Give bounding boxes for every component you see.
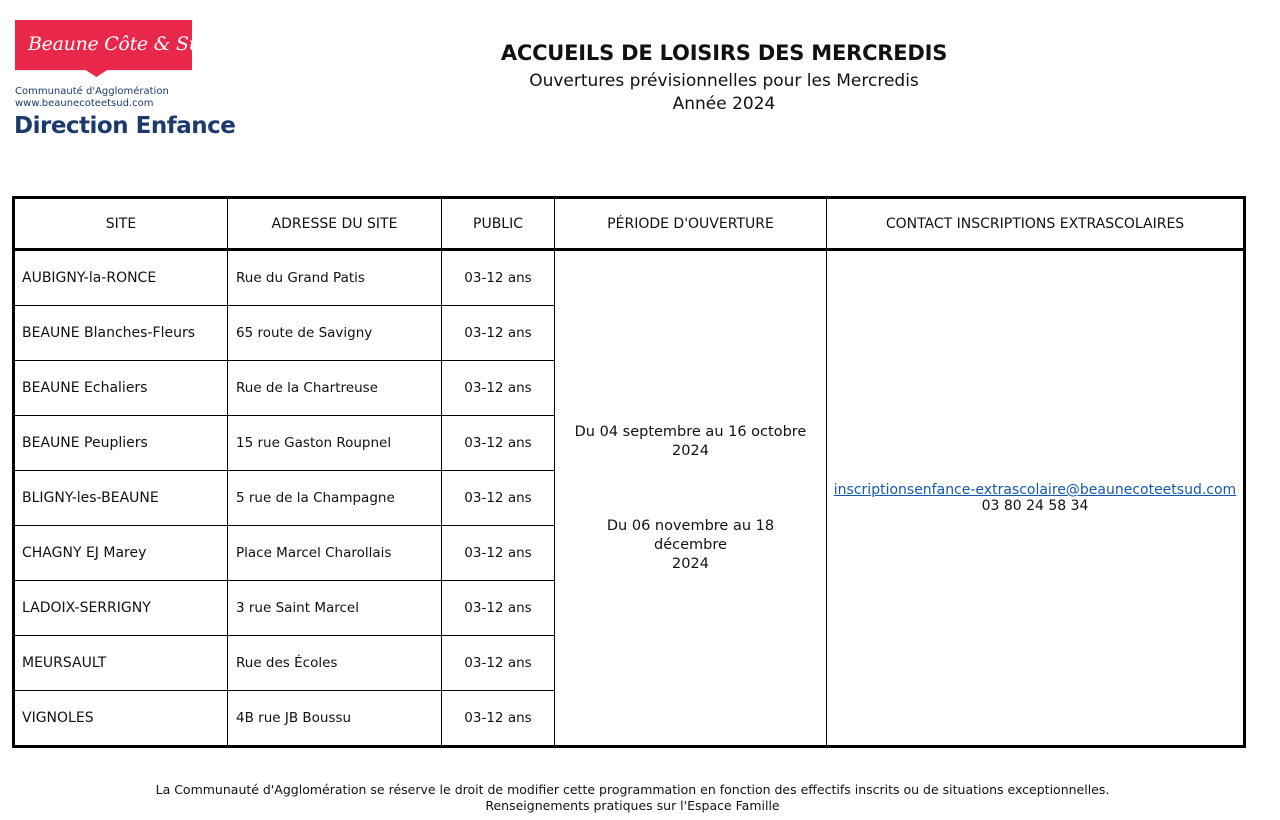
- public-cell: 03-12 ans: [442, 306, 555, 361]
- page-year: Année 2024: [672, 94, 776, 114]
- footer-disclaimer: La Communauté d'Agglomération se réserve le droit de modifier cette programmation en fonction des effectifs inscrits ou de situations exceptionnelles.: [155, 782, 1110, 797]
- public-cell: 03-12 ans: [442, 250, 555, 306]
- address-cell: 4B rue JB Boussu: [228, 691, 442, 747]
- footer-info: Renseignements pratiques sur l'Espace Famille: [485, 798, 780, 813]
- site-cell: CHAGNY EJ Marey: [14, 526, 228, 581]
- address-cell: Rue de la Chartreuse: [228, 361, 442, 416]
- public-cell: 03-12 ans: [442, 416, 555, 471]
- page-subtitle: Ouvertures prévisionnelles pour les Mercredis: [529, 71, 919, 91]
- schedule-table: [12, 196, 1246, 748]
- contact-cell: [827, 250, 1245, 747]
- public-cell: 03-12 ans: [442, 691, 555, 747]
- logo-subtitle: Communauté d'Agglomération: [15, 86, 169, 97]
- public-cell: 03-12 ans: [442, 471, 555, 526]
- brand-logo-text: Beaune Côte & Sud: [28, 33, 213, 55]
- contact-email-link[interactable]: inscriptionsenfance-extrascolaire@beaunecoteetsud.com: [833, 482, 1237, 498]
- address-cell: 15 rue Gaston Roupnel: [228, 416, 442, 471]
- column-header-contact: CONTACT INSCRIPTIONS EXTRASCOLAIRES: [827, 198, 1245, 250]
- address-cell: Rue des Écoles: [228, 636, 442, 691]
- public-cell: 03-12 ans: [442, 581, 555, 636]
- period-1-dates: Du 04 septembre au 16 octobre: [574, 423, 807, 440]
- column-header-site: SITE: [14, 198, 228, 250]
- table-row: [14, 250, 1245, 306]
- address-cell: 65 route de Savigny: [228, 306, 442, 361]
- address-cell: 5 rue de la Champagne: [228, 471, 442, 526]
- address-cell: 3 rue Saint Marcel: [228, 581, 442, 636]
- logo-website: www.beaunecoteetsud.com: [15, 98, 154, 109]
- period-2-year: 2024: [672, 555, 709, 572]
- site-cell: MEURSAULT: [14, 636, 228, 691]
- address-cell: Place Marcel Charollais: [228, 526, 442, 581]
- period-2-dates: Du 06 novembre au 18 décembre: [606, 517, 775, 553]
- site-cell: BEAUNE Blanches-Fleurs: [14, 306, 228, 361]
- table-header-row: [14, 198, 1245, 250]
- public-cell: 03-12 ans: [442, 361, 555, 416]
- contact-phone: 03 80 24 58 34: [981, 498, 1089, 514]
- site-cell: LADOIX-SERRIGNY: [14, 581, 228, 636]
- period-cell: [555, 250, 827, 747]
- column-header-period: PÉRIODE D'OUVERTURE: [555, 198, 827, 250]
- site-cell: BLIGNY-les-BEAUNE: [14, 471, 228, 526]
- period-1-year: 2024: [672, 442, 709, 459]
- column-header-address: ADRESSE DU SITE: [228, 198, 442, 250]
- column-header-public: PUBLIC: [442, 198, 555, 250]
- public-cell: 03-12 ans: [442, 636, 555, 691]
- site-cell: BEAUNE Peupliers: [14, 416, 228, 471]
- site-cell: AUBIGNY-la-RONCE: [14, 250, 228, 306]
- department-name: Direction Enfance: [14, 113, 236, 139]
- page-title: ACCUEILS DE LOISIRS DES MERCREDIS: [500, 41, 948, 65]
- public-cell: 03-12 ans: [442, 526, 555, 581]
- site-cell: VIGNOLES: [14, 691, 228, 747]
- site-cell: BEAUNE Echaliers: [14, 361, 228, 416]
- address-cell: Rue du Grand Patis: [228, 250, 442, 306]
